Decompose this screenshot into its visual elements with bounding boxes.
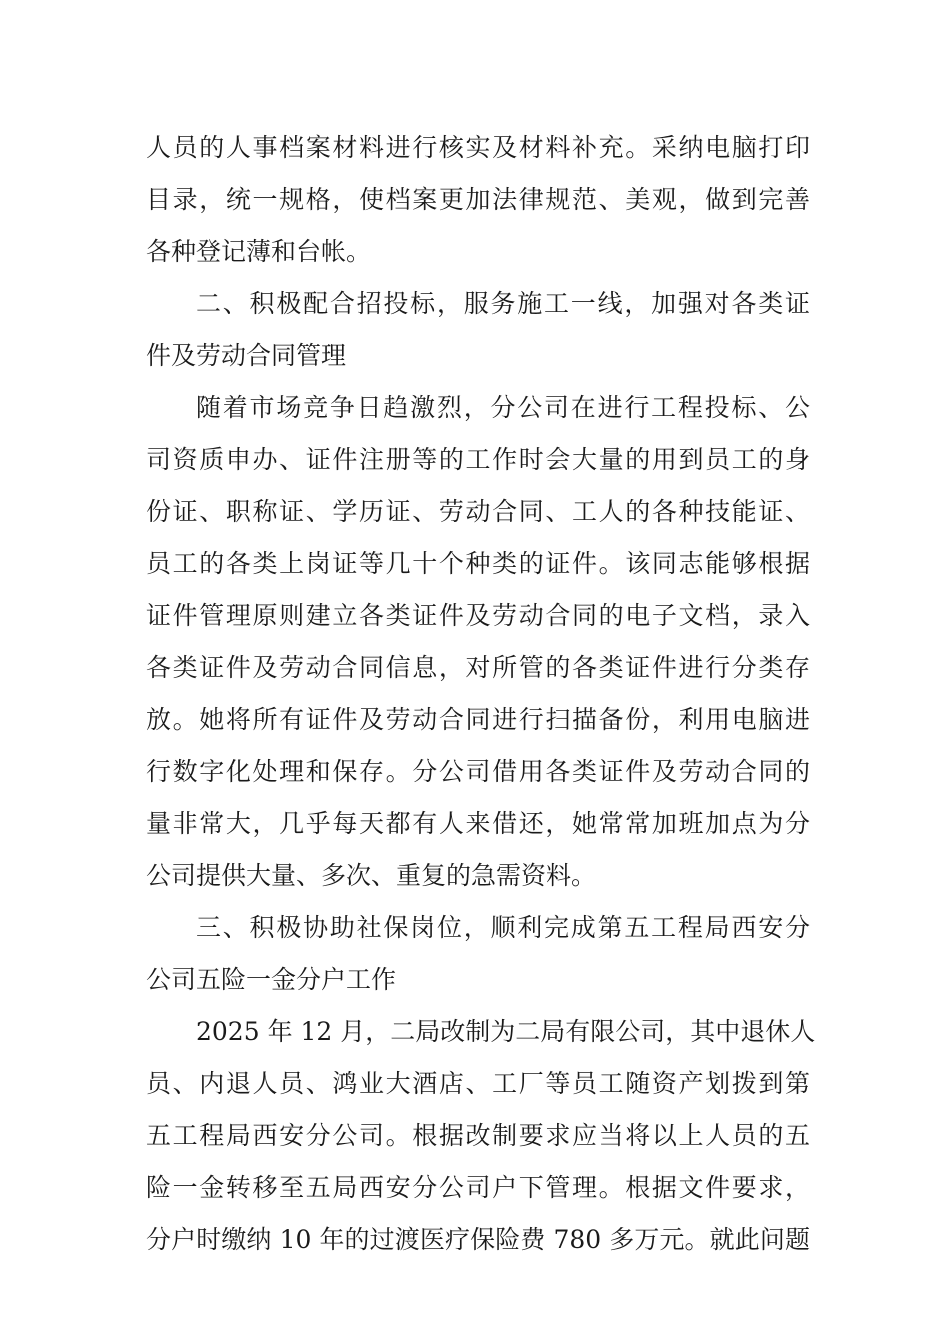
- document-body: [146, 122, 816, 1266]
- text-line: 分户时缴纳 10 年的过渡医疗保险费 780 多万元。就此问题: [146, 1225, 810, 1254]
- text-line: 员工的各类上岗证等几十个种类的证件。该同志能够根据: [146, 549, 810, 578]
- text-line: 随着市场竞争日趋激烈，分公司在进行工程投标、公: [196, 393, 810, 422]
- text-line: 放。她将所有证件及劳动合同进行扫描备份，利用电脑进: [146, 705, 810, 734]
- text-line: 量非常大，几乎每天都有人来借还，她常常加班加点为分: [146, 809, 810, 838]
- text-line: 证件管理原则建立各类证件及劳动合同的电子文档，录入: [146, 601, 810, 630]
- text-line: 人员的人事档案材料进行核实及材料补充。采纳电脑打印: [146, 133, 810, 162]
- section-heading-line: 件及劳动合同管理: [146, 341, 347, 370]
- text-line: 各类证件及劳动合同信息，对所管的各类证件进行分类存: [146, 653, 810, 682]
- text-line: 2025 年 12 月，二局改制为二局有限公司，其中退休人: [196, 1017, 816, 1046]
- section-heading-line: 公司五险一金分户工作: [146, 965, 397, 994]
- text-line: 目录，统一规格，使档案更加法律规范、美观，做到完善: [146, 185, 810, 214]
- text-line: 各种登记薄和台帐。: [146, 237, 372, 266]
- text-line: 公司提供大量、多次、重复的急需资料。: [146, 861, 597, 890]
- text-line: 员、内退人员、鸿业大酒店、工厂等员工随资产划拨到第: [146, 1069, 810, 1098]
- text-line: 司资质申办、证件注册等的工作时会大量的用到员工的身: [146, 445, 810, 474]
- text-line: 份证、职称证、学历证、劳动合同、工人的各种技能证、: [146, 497, 810, 526]
- text-line: 五工程局西安分公司。根据改制要求应当将以上人员的五: [146, 1121, 810, 1150]
- section-heading-line: 二、积极配合招投标，服务施工一线，加强对各类证: [196, 289, 810, 318]
- section-heading-line: 三、积极协助社保岗位，顺利完成第五工程局西安分: [196, 913, 810, 942]
- text-line: 行数字化处理和保存。分公司借用各类证件及劳动合同的: [146, 757, 810, 786]
- text-line: 险一金转移至五局西安分公司户下管理。根据文件要求，: [146, 1173, 810, 1202]
